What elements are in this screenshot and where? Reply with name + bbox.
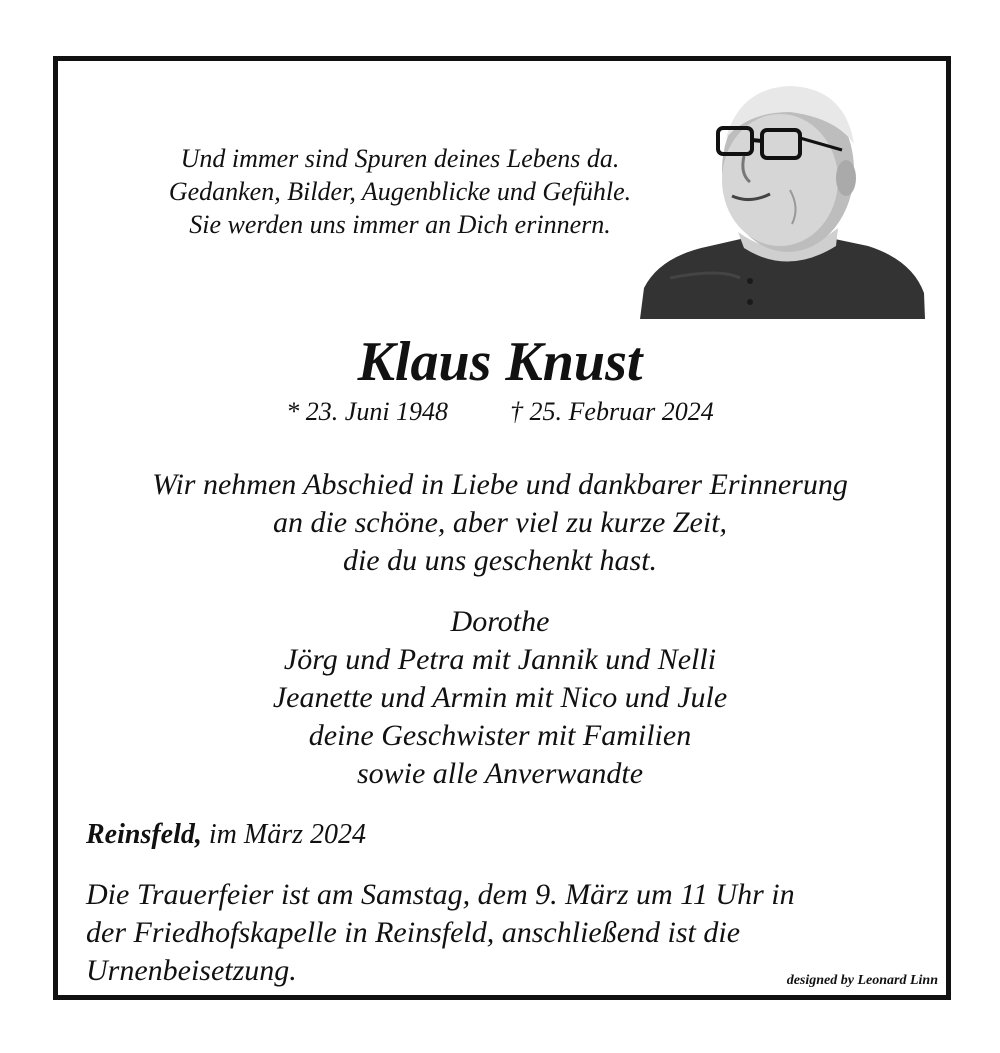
place-month: im März 2024: [208, 819, 367, 850]
mourner-line: deine Geschwister mit Familien: [308, 719, 692, 752]
place-and-date: [86, 818, 366, 852]
mourner-line: Jeanette und Armin mit Nico und Jule: [272, 681, 728, 714]
ceremony-line: Urnenbeisetzung.: [86, 954, 297, 987]
deceased-name: Klaus Knust: [357, 331, 643, 393]
farewell-line: an die schöne, aber viel zu kurze Zeit,: [272, 506, 728, 539]
farewell-line: Wir nehmen Abschied in Liebe und dankbarer Erinnerung: [152, 468, 848, 501]
place-city: Reinsfeld,: [86, 819, 202, 850]
mourners-list: [60, 603, 940, 793]
verse-line: Und immer sind Spuren deines Lebens da.: [180, 144, 620, 173]
verse-line: Sie werden uns immer an Dich erinnern.: [189, 210, 611, 239]
verse-line: Gedanken, Bilder, Augenblicke und Gefühle.: [168, 177, 632, 206]
farewell-line: die du uns geschenkt hast.: [342, 544, 658, 577]
memorial-verse: [100, 142, 700, 241]
mourner-line: Dorothe: [450, 605, 550, 638]
birth-date: * 23. Juni 1948: [286, 397, 449, 426]
ceremony-line: der Friedhofskapelle in Reinsfeld, anschließend ist die: [86, 916, 741, 949]
farewell-text: [60, 466, 940, 580]
mourner-line: sowie alle Anverwandte: [356, 757, 644, 790]
designer-credit: designed by Leonard Linn: [786, 973, 938, 988]
ceremony-line: Die Trauerfeier ist am Samstag, dem 9. März um 11 Uhr in: [86, 878, 795, 911]
portrait-photo: [640, 78, 925, 319]
life-dates: [0, 397, 1000, 427]
mourner-line: Jörg und Petra mit Jannik und Nelli: [283, 643, 717, 676]
death-date: † 25. Februar 2024: [510, 397, 714, 426]
